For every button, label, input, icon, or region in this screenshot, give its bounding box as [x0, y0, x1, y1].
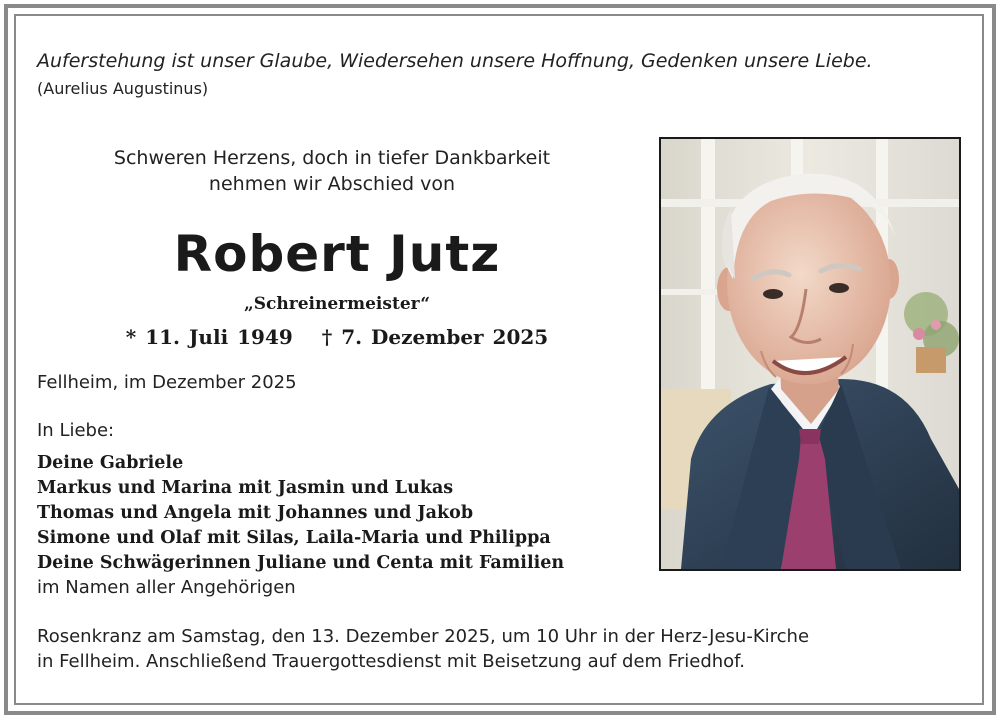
portrait-photo	[659, 137, 961, 571]
mourner-item: Deine Schwägerinnen Juliane und Centa mit Familien	[37, 553, 565, 573]
mourner-item: Markus und Marina mit Jasmin und Lukas	[37, 478, 454, 498]
life-dates	[32, 325, 642, 349]
deceased-profession: „Schreinermeister“	[244, 294, 430, 314]
birth-date: * 11. Juli 1949	[125, 325, 293, 349]
mourner-item: Deine Gabriele	[37, 453, 184, 473]
place-date: Fellheim, im Dezember 2025	[37, 372, 297, 393]
service-info	[37, 624, 809, 674]
mourner-item: Simone und Olaf mit Silas, Laila-Maria und Philippa	[37, 528, 551, 548]
memorial-quote: Auferstehung ist unser Glaube, Wiedersehen unsere Hoffnung, Gedenken unsere Liebe.	[37, 50, 873, 72]
deceased-name: Robert Jutz	[173, 225, 501, 283]
in-love-label: In Liebe:	[37, 420, 115, 441]
intro-line-2: nehmen wir Abschied von	[208, 173, 456, 195]
death-date: † 7. Dezember 2025	[321, 325, 549, 349]
closing-line: im Namen aller Angehörigen	[37, 577, 296, 598]
service-line-2: in Fellheim. Anschließend Trauergottesdienst mit Beisetzung auf dem Friedhof.	[37, 651, 745, 672]
service-line-1: Rosenkranz am Samstag, den 13. Dezember 2025, um 10 Uhr in der Herz-Jesu-Kirche	[37, 626, 810, 647]
mourner-item: Thomas und Angela mit Johannes und Jakob	[37, 503, 474, 523]
quote-author: (Aurelius Augustinus)	[37, 79, 209, 98]
intro-line-1: Schweren Herzens, doch in tiefer Dankbarkeit	[113, 147, 551, 169]
portrait-illustration	[661, 139, 959, 569]
mourners-list	[37, 451, 564, 576]
